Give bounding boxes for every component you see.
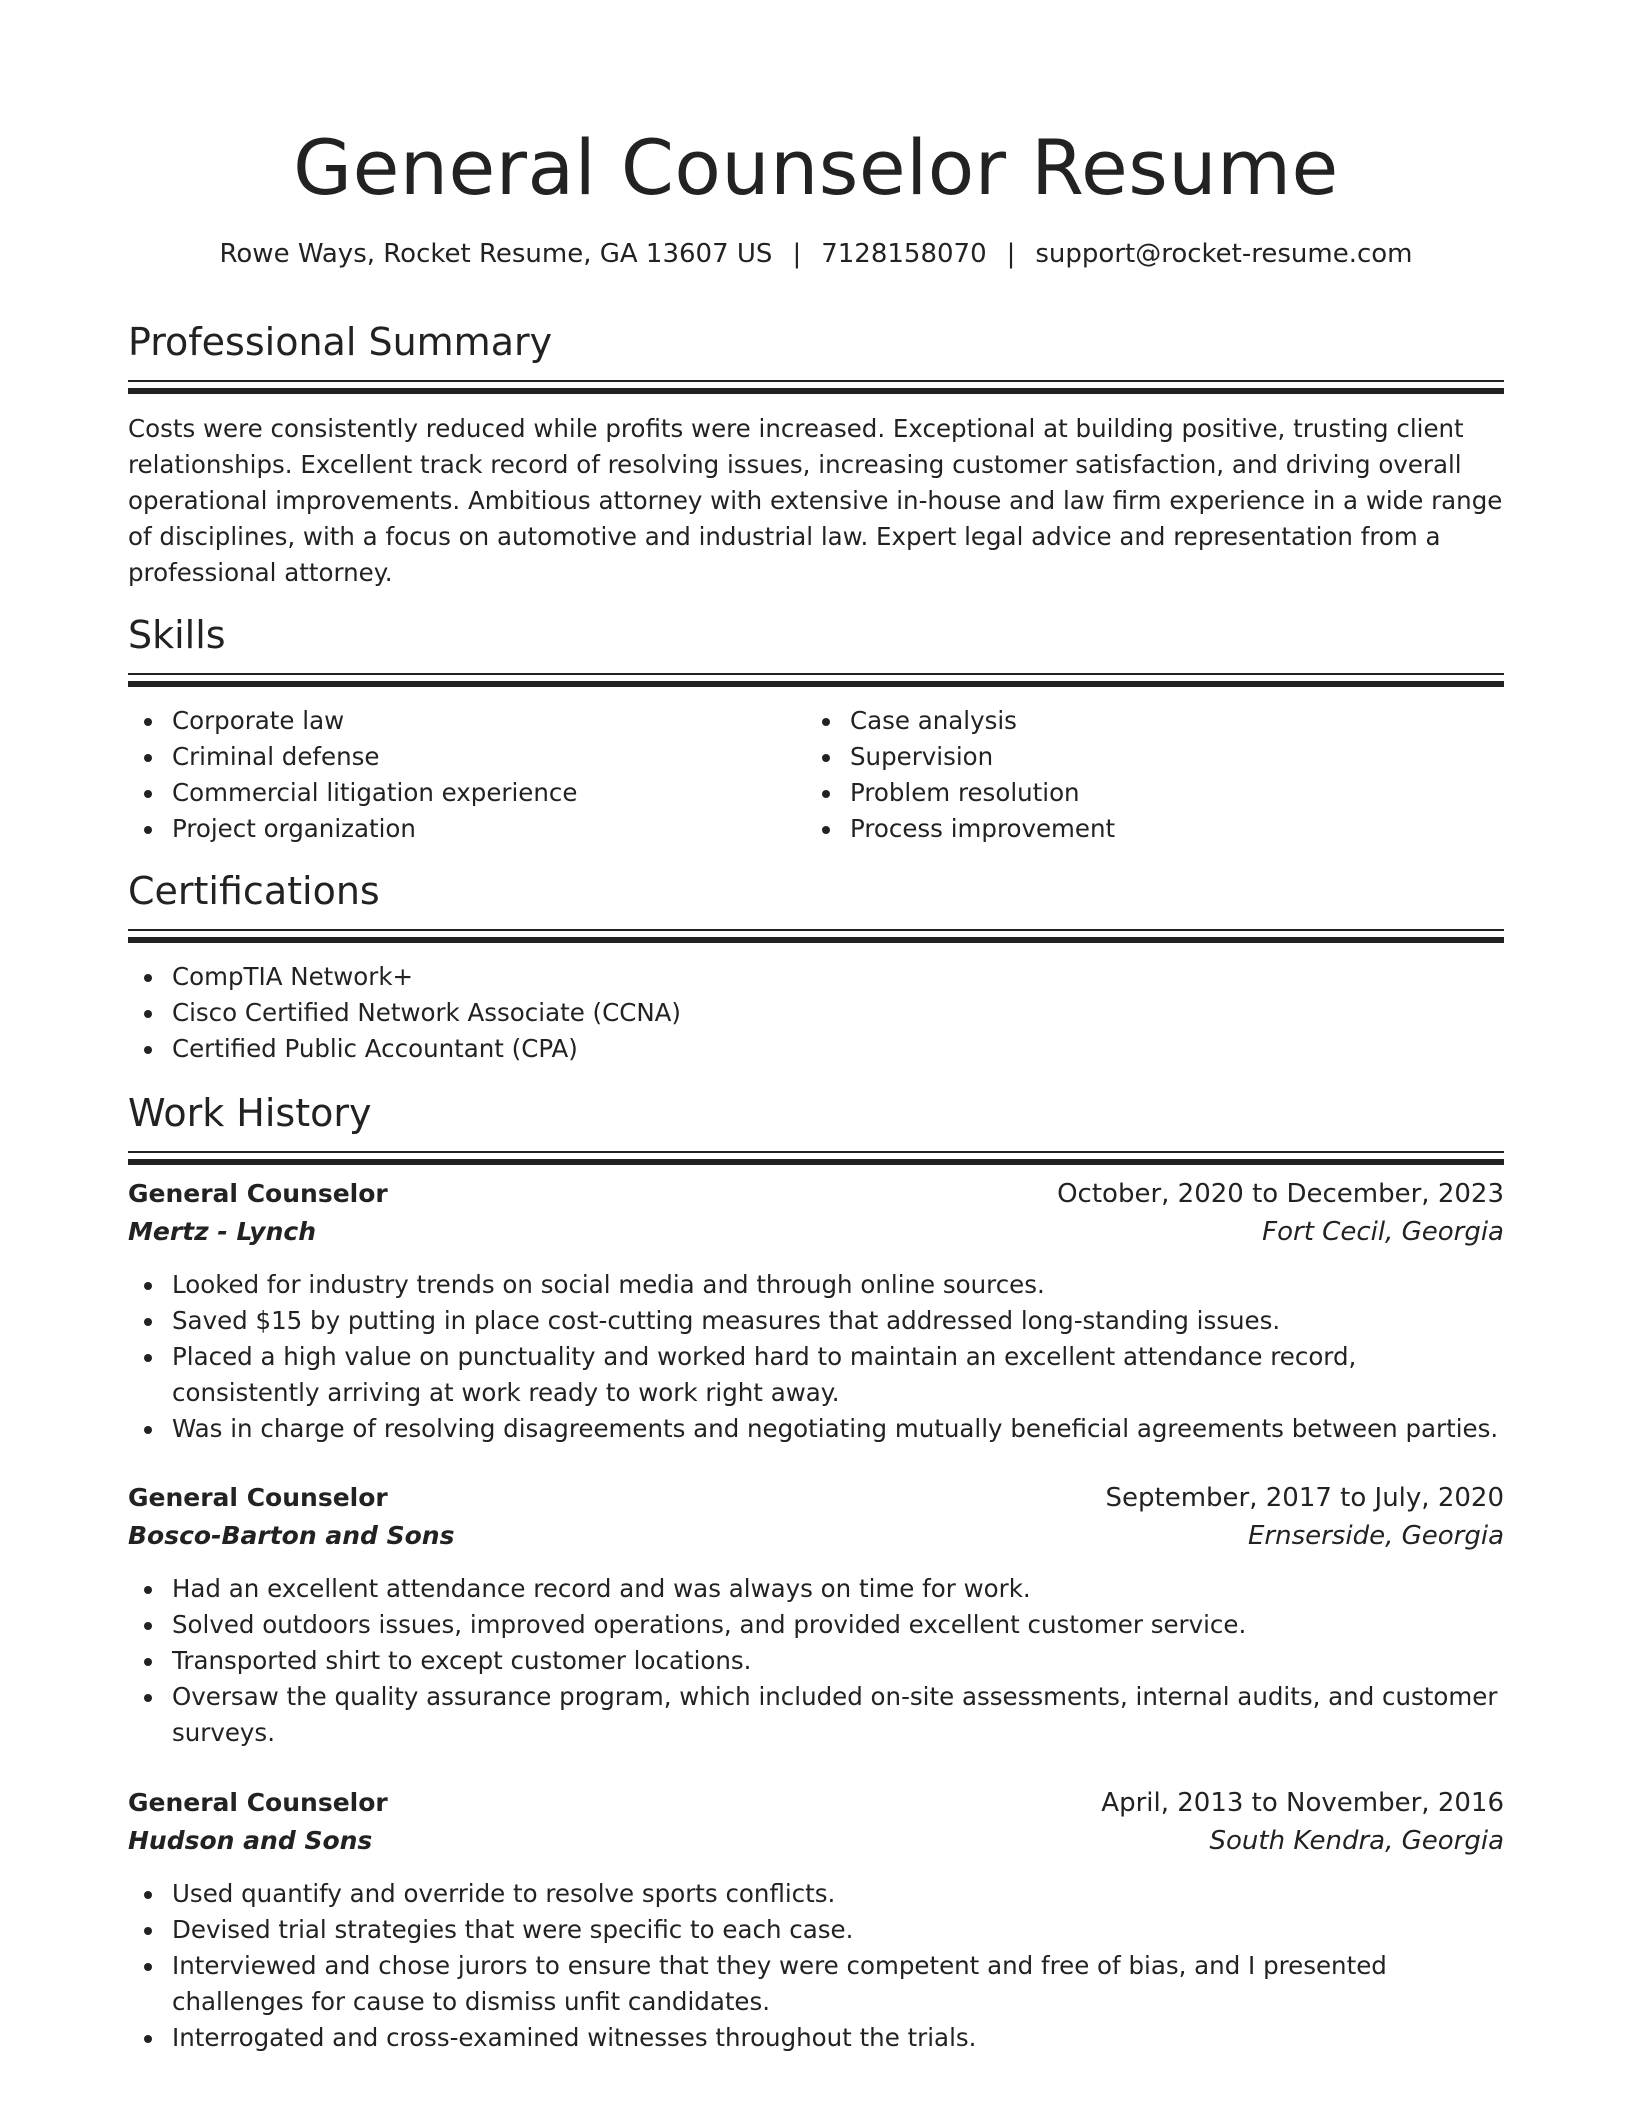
certifications-section: [128, 865, 1504, 1067]
section-divider-thick: [128, 681, 1504, 687]
contact-line: [0, 236, 1632, 272]
list-item: Placed a high value on punctuality and worked hard to maintain an excellent attendance record, consistently arriving at work ready to work right away.: [128, 1339, 1504, 1411]
list-item: Project organization: [128, 811, 806, 847]
list-item: Certified Public Accountant (CPA): [128, 1031, 1504, 1067]
list-item: Supervision: [806, 739, 1484, 775]
list-item: Oversaw the quality assurance program, which included on-site assessments, internal audits, and customer surveys.: [128, 1679, 1504, 1751]
list-item: Cisco Certified Network Associate (CCNA): [128, 995, 1504, 1031]
contact-separator: |: [1006, 239, 1016, 269]
job-company-row: [128, 1822, 1504, 1860]
job-title: General Counselor: [128, 1179, 388, 1208]
job-company-row: [128, 1517, 1504, 1555]
job-dates: September, 2017 to July, 2020: [1105, 1483, 1504, 1513]
job-company: Mertz - Lynch: [128, 1217, 317, 1246]
job-dates: April, 2013 to November, 2016: [1101, 1788, 1504, 1818]
job-duties-list: [128, 1876, 1504, 2056]
list-item: Case analysis: [806, 703, 1484, 739]
section-divider: [128, 380, 1504, 382]
section-heading: Professional Summary: [128, 320, 553, 364]
job-location: Ernserside, Georgia: [1247, 1521, 1504, 1551]
work-history-section: [128, 1087, 1504, 1165]
job-header-row: [128, 1479, 1504, 1517]
list-item: Solved outdoors issues, improved operations, and provided excellent customer service.: [128, 1607, 1504, 1643]
job-header-row: [128, 1784, 1504, 1822]
contact-address: Rowe Ways, Rocket Resume, GA 13607 US: [219, 239, 773, 269]
page-title: General Counselor Resume: [293, 123, 1339, 212]
list-item: Criminal defense: [128, 739, 806, 775]
list-item: Transported shirt to except customer locations.: [128, 1643, 1504, 1679]
job-location: South Kendra, Georgia: [1209, 1826, 1504, 1856]
list-item: Saved $15 by putting in place cost-cutting measures that addressed long-standing issues.: [128, 1303, 1504, 1339]
job-dates: October, 2020 to December, 2023: [1057, 1179, 1504, 1209]
job-company-row: [128, 1213, 1504, 1251]
list-item: Interrogated and cross-examined witnesses throughout the trials.: [128, 2020, 1504, 2056]
list-item: Commercial litigation experience: [128, 775, 806, 811]
contact-separator: |: [792, 239, 802, 269]
contact-email: support@rocket-resume.com: [1035, 239, 1413, 269]
list-item: Had an excellent attendance record and was always on time for work.: [128, 1571, 1504, 1607]
list-item: Looked for industry trends on social media and through online sources.: [128, 1267, 1504, 1303]
list-item: Corporate law: [128, 703, 806, 739]
summary-section: [128, 316, 1504, 591]
job-entry: [128, 1784, 1504, 2056]
section-heading: Certifications: [128, 869, 380, 913]
job-title: General Counselor: [128, 1483, 388, 1512]
summary-text: Costs were consistently reduced while profits were increased. Exceptional at building positive, trusting client relationships. Excellent track record of resolving issues, increasing customer satisfaction, and driving overall operational improvements. Ambitious attorney with extensive in-house and law firm experience in a wide range of disciplines, with a focus on automotive and industrial law. Expert legal advice and representation from a professional attorney.: [128, 414, 1503, 587]
list-item: CompTIA Network+: [128, 959, 1504, 995]
job-duties-list: [128, 1571, 1504, 1751]
skills-grid: [128, 703, 1504, 847]
job-duties-list: [128, 1267, 1504, 1447]
job-entry: [128, 1175, 1504, 1447]
section-divider-thick: [128, 388, 1504, 394]
list-item: Devised trial strategies that were specific to each case.: [128, 1912, 1504, 1948]
section-divider: [128, 929, 1504, 931]
section-divider: [128, 673, 1504, 675]
job-location: Fort Cecil, Georgia: [1262, 1217, 1504, 1247]
list-item: Used quantify and override to resolve sports conflicts.: [128, 1876, 1504, 1912]
list-item: Interviewed and chose jurors to ensure that they were competent and free of bias, and I presented challenges for cause to dismiss unfit candidates.: [128, 1948, 1504, 2020]
section-divider: [128, 1151, 1504, 1153]
section-divider-thick: [128, 937, 1504, 943]
skills-list-left: [128, 703, 806, 847]
job-company: Hudson and Sons: [128, 1826, 373, 1855]
section-heading: Work History: [128, 1091, 372, 1135]
job-title: General Counselor: [128, 1788, 388, 1817]
list-item: Problem resolution: [806, 775, 1484, 811]
job-entry: [128, 1479, 1504, 1751]
certifications-list: [128, 959, 1504, 1067]
contact-phone: 7128158070: [821, 239, 987, 269]
section-divider-thick: [128, 1159, 1504, 1165]
list-item: Was in charge of resolving disagreements and negotiating mutually beneficial agreements between parties.: [128, 1411, 1504, 1447]
list-item: Process improvement: [806, 811, 1484, 847]
skills-list-right: [806, 703, 1484, 847]
skills-section: [128, 609, 1504, 847]
job-company: Bosco-Barton and Sons: [128, 1521, 455, 1550]
section-heading: Skills: [128, 613, 226, 657]
job-header-row: [128, 1175, 1504, 1213]
